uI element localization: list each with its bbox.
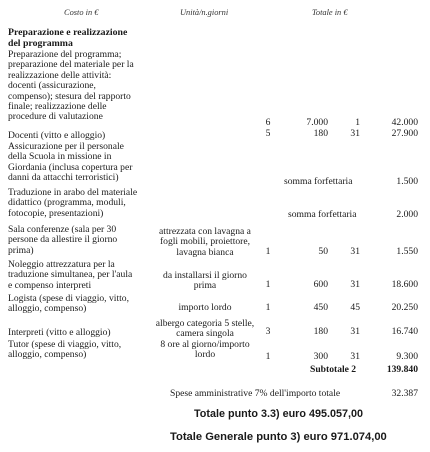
row-5-days: 31 (350, 246, 360, 257)
row-1-desc: Preparazione del programma; preparazione del materiale per la realizzazione delle attività: docenti (assicurazione, compenso); stesura del rapporto finale; realizzazione delle procedure di valutazione (8, 49, 134, 123)
section-title-line-2: del programma (8, 38, 73, 49)
row-8-days: 31 (350, 326, 360, 337)
row-5-qty: 1 (265, 246, 271, 257)
subtotal-value: 139.840 (386, 364, 418, 375)
row-3-desc: Assicurazione per il personale della Scuola in missione in Giordania (inclusa copertura per danni da attacchi terroristici) (8, 141, 133, 184)
row-1-qty: 6 (265, 117, 271, 128)
row-2-total: 27.900 (391, 128, 418, 139)
row-8-notes: albergo categoria 5 stelle, camera singola (155, 318, 255, 340)
row-8-unit: 180 (313, 326, 328, 337)
admin-value: 32.387 (391, 388, 418, 399)
admin-label: Spese amministrative 7% dell'importo totale (170, 388, 341, 399)
row-2-unit: 180 (313, 128, 328, 139)
row-9-total: 9.300 (396, 351, 418, 362)
row-4-desc: Traduzione in arabo del materiale didattico (programma, moduli, fotocopie, presentazioni) (8, 187, 138, 219)
row-7-days: 45 (350, 302, 360, 313)
row-9-desc: Tutor (spese di viaggio, vitto, alloggio, compenso) (8, 339, 122, 361)
row-9-days: 31 (350, 351, 360, 362)
row-7-unit: 450 (313, 302, 328, 313)
row-2-days: 31 (350, 128, 360, 139)
row-8-desc: Interpreti (vitto e alloggio) (8, 327, 111, 338)
row-1-unit: 7.000 (306, 117, 328, 128)
row-6-qty: 1 (265, 279, 271, 290)
row-8-qty: 3 (265, 326, 271, 337)
row-3-lump: somma forfettaria (284, 176, 353, 187)
total-general: Totale Generale punto 3) euro 971.074,00 (170, 431, 387, 443)
section-title-line-1: Preparazione e realizzazione (8, 27, 128, 38)
row-6-unit: 600 (313, 279, 328, 290)
row-1-total: 42.000 (391, 117, 418, 128)
total-section: Totale punto 3.3) euro 495.057,00 (194, 408, 364, 420)
row-2-desc: Docenti (vitto e alloggio) (8, 130, 106, 141)
row-2-qty: 5 (265, 128, 271, 139)
row-6-days: 31 (350, 279, 360, 290)
subtotal-label: Subtotale 2 (310, 364, 357, 375)
row-1-days: 1 (355, 117, 360, 128)
row-6-notes: da installarsi il giorno prima (163, 270, 247, 292)
row-5-notes: attrezzata con lavagna a fogli mobili, proiettore, lavagna bianca (159, 226, 251, 258)
header-cost: Costo in € (64, 8, 99, 17)
row-9-unit: 300 (313, 351, 328, 362)
row-6-desc: Noleggio attrezzatura per la traduzione simultanea, per l'aula e compenso interpreti (8, 259, 133, 291)
row-6-total: 18.600 (391, 279, 418, 290)
row-4-total: 2.000 (396, 209, 418, 220)
row-7-notes: importo lordo (178, 302, 232, 313)
row-5-unit: 50 (318, 246, 328, 257)
header-units: Unità/n.giorni (180, 8, 229, 17)
row-4-lump: somma forfettaria (288, 209, 357, 220)
header-total: Totale in € (312, 8, 348, 17)
row-5-total: 1.550 (396, 246, 418, 257)
row-5-desc: Sala conferenze (sala per 30 persone da allestire il giorno prima) (8, 224, 118, 256)
row-9-qty: 1 (265, 351, 271, 362)
row-9-notes: 8 ore al giorno/importo lordo (160, 339, 250, 361)
row-7-total: 20.250 (391, 302, 418, 313)
row-7-qty: 1 (265, 302, 271, 313)
row-8-total: 16.740 (391, 326, 418, 337)
row-7-desc: Logista (spese di viaggio, vitto, alloggio, compenso) (8, 293, 129, 315)
row-3-total: 1.500 (396, 176, 418, 187)
